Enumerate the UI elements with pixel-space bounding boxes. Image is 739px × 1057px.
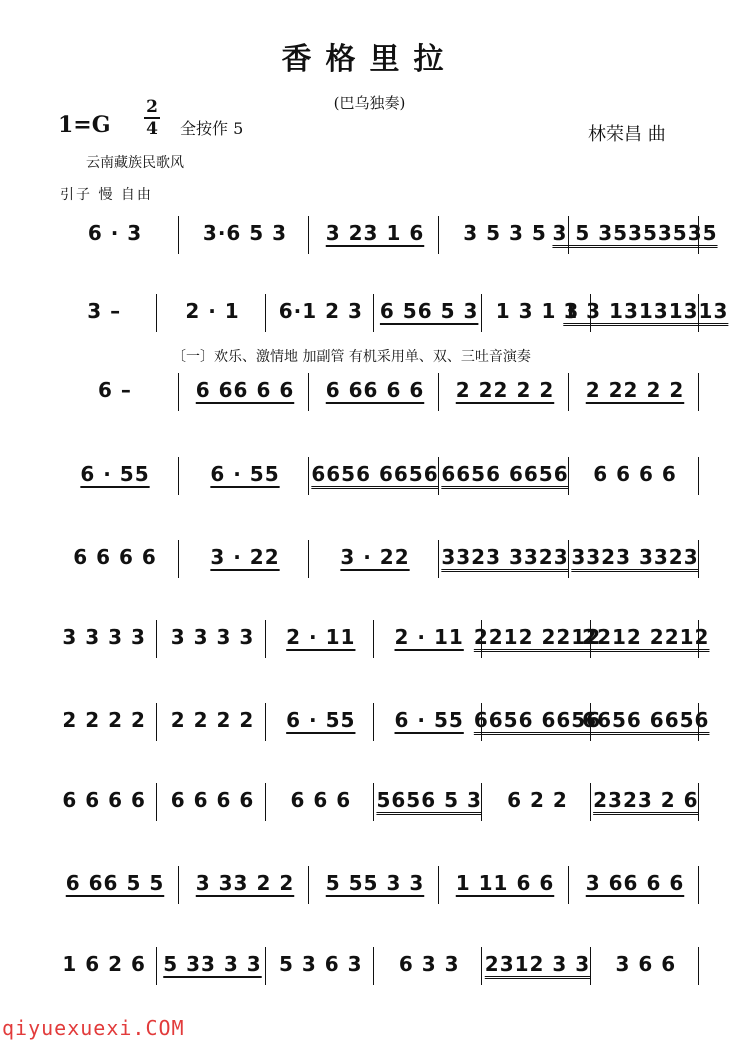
score-row — [50, 620, 710, 660]
measure-notes: 6·1 2 3 — [278, 299, 363, 323]
fingering-note: 全按作 5 — [180, 119, 244, 138]
barline — [698, 216, 699, 254]
measure-notes: 6656 6656 — [582, 708, 710, 732]
key-signature: 1=G — [58, 112, 111, 138]
barline — [156, 947, 157, 985]
measure-notes: 1 11 6 6 — [455, 871, 555, 895]
measure — [570, 870, 700, 900]
measure — [375, 624, 483, 654]
measure-notes: 3 3 3 3 — [62, 625, 146, 649]
measure-notes: 1 3 13131313 — [563, 299, 729, 323]
measure-notes: 6 6 6 6 — [593, 462, 677, 486]
measure-notes: 6 – — [98, 378, 132, 402]
measure-notes: 3323 3323 — [571, 545, 699, 569]
measure — [473, 624, 602, 654]
measure-notes: 3 · 22 — [210, 545, 280, 569]
measure-notes: 2 2 2 2 — [62, 708, 146, 732]
measure — [440, 870, 570, 900]
measure — [158, 298, 266, 328]
measure — [310, 544, 440, 574]
measure-notes: 6 · 55 — [394, 708, 464, 732]
score-row — [50, 294, 729, 334]
measure — [375, 298, 483, 328]
measure-notes: 3 33 2 2 — [195, 871, 295, 895]
time-signature — [142, 98, 162, 138]
measure — [50, 220, 180, 250]
measure-notes: 6 · 3 — [87, 221, 143, 245]
measure-notes: 6 · 55 — [286, 708, 356, 732]
piece-title: 香格里拉 — [281, 42, 458, 77]
barline — [438, 866, 439, 904]
measure — [375, 951, 483, 981]
measure — [267, 624, 375, 654]
barline — [698, 373, 699, 411]
score-row — [50, 373, 700, 413]
measure-notes: 6 66 6 6 — [325, 378, 425, 402]
measure-notes: 2 · 11 — [286, 625, 356, 649]
barline — [568, 866, 569, 904]
measure-notes: 6 6 6 6 — [170, 788, 255, 812]
measure — [483, 787, 591, 817]
measure-notes: 5 3 6 3 — [279, 952, 363, 976]
measure — [570, 544, 700, 574]
measure — [440, 461, 570, 491]
measure-notes: 6 66 6 6 — [195, 378, 295, 402]
measure — [158, 707, 266, 737]
composer-credit: 林荣昌 曲 — [588, 124, 666, 145]
measure-notes: 5 55 3 3 — [325, 871, 425, 895]
measure-notes: 2 22 2 2 — [455, 378, 555, 402]
measure-notes: 6 6 6 — [290, 788, 352, 812]
barline — [438, 216, 439, 254]
measure — [582, 707, 710, 737]
barline — [265, 947, 266, 985]
measure — [50, 707, 158, 737]
measure-notes: 5 33 3 3 — [163, 952, 262, 976]
measure — [440, 544, 570, 574]
measure — [570, 461, 700, 491]
measure — [310, 220, 440, 250]
measure-notes: 6 2 2 — [507, 788, 568, 812]
measure-notes: 6656 6656 — [441, 462, 569, 486]
measure — [592, 787, 700, 817]
measure — [570, 377, 700, 407]
measure — [158, 787, 266, 817]
measure — [375, 707, 483, 737]
measure-notes: 3 3 3 3 — [170, 625, 255, 649]
barline — [265, 703, 266, 741]
site-watermark: qiyuexuexi.COM — [2, 1016, 185, 1040]
barline — [698, 866, 699, 904]
measure — [563, 298, 729, 328]
intro-marking: 引子 慢 自由 — [60, 187, 153, 203]
barline — [590, 783, 591, 821]
barline — [308, 540, 309, 578]
barline — [698, 947, 699, 985]
measure-notes: 2 · 1 — [185, 299, 240, 323]
measure-notes: 6 · 55 — [80, 462, 150, 486]
measure — [310, 461, 440, 491]
measure-notes: 2312 3 3 — [484, 952, 591, 976]
measure — [440, 220, 570, 250]
measure-notes: 6 56 5 3 — [379, 299, 479, 323]
measure — [582, 624, 710, 654]
barline — [308, 216, 309, 254]
barline — [308, 457, 309, 495]
measure-notes: 3·6 5 3 — [202, 221, 288, 245]
measure — [50, 298, 158, 328]
measure-notes: 3 66 6 6 — [585, 871, 685, 895]
barline — [438, 540, 439, 578]
measure — [267, 298, 375, 328]
barline — [568, 457, 569, 495]
measure — [267, 951, 375, 981]
barline — [308, 866, 309, 904]
measure-notes: 3 6 6 — [615, 952, 677, 976]
barline — [373, 703, 374, 741]
score-row — [50, 457, 700, 497]
measure-notes: 2212 2212 — [582, 625, 710, 649]
barline — [265, 620, 266, 658]
barline — [265, 783, 266, 821]
barline — [698, 620, 699, 658]
measure-notes: 6 3 3 — [398, 952, 460, 976]
measure-notes: 2 22 2 2 — [585, 378, 685, 402]
barline — [481, 783, 482, 821]
measure — [180, 870, 310, 900]
score-row — [50, 540, 700, 580]
measure — [180, 544, 310, 574]
measure — [50, 870, 180, 900]
measure-notes: 3 5 35353535 — [552, 221, 718, 245]
score-row — [50, 947, 700, 987]
measure — [552, 220, 718, 250]
score-row — [50, 703, 710, 743]
barline — [568, 373, 569, 411]
barline — [178, 540, 179, 578]
measure — [50, 624, 158, 654]
measure — [440, 377, 570, 407]
measure-notes: 3 · 22 — [340, 545, 410, 569]
measure — [50, 544, 180, 574]
section-marking: 〔一〕欢乐、激情地 加副管 有机采用单、双、三吐音演奏 — [172, 349, 531, 365]
barline — [156, 703, 157, 741]
measure — [180, 377, 310, 407]
measure — [50, 377, 180, 407]
barline — [590, 947, 591, 985]
measure-notes: 3323 3323 — [441, 545, 569, 569]
score-row — [50, 866, 700, 906]
measure — [180, 461, 310, 491]
measure-notes: 2323 2 6 — [593, 788, 699, 812]
measure — [50, 787, 158, 817]
barline — [373, 620, 374, 658]
measure-notes: 3 – — [87, 299, 122, 323]
piece-subtitle: (巴乌独奏) — [333, 94, 406, 112]
barline — [178, 866, 179, 904]
measure — [180, 220, 310, 250]
measure-notes: 6 66 5 5 — [65, 871, 165, 895]
barline — [438, 373, 439, 411]
measure — [310, 377, 440, 407]
barline — [698, 703, 699, 741]
measure-notes: 5656 5 3 — [376, 788, 482, 812]
measure-notes: 2212 2212 — [473, 625, 602, 649]
barline — [438, 457, 439, 495]
barline — [481, 294, 482, 332]
barline — [156, 620, 157, 658]
barline — [698, 783, 699, 821]
measure — [592, 951, 700, 981]
barline — [373, 947, 374, 985]
measure — [473, 707, 602, 737]
barline — [481, 947, 482, 985]
measure — [267, 787, 375, 817]
measure-notes: 6 6 6 6 — [73, 545, 157, 569]
measure — [158, 951, 266, 981]
measure-notes: 1 3 1 3 — [495, 299, 580, 323]
measure — [310, 870, 440, 900]
barline — [178, 373, 179, 411]
barline — [568, 540, 569, 578]
measure — [158, 624, 266, 654]
barline — [373, 783, 374, 821]
score-row — [50, 216, 718, 256]
measure — [483, 951, 591, 981]
measure — [267, 707, 375, 737]
barline — [698, 294, 699, 332]
measure — [50, 951, 158, 981]
barline — [698, 540, 699, 578]
measure-notes: 6656 6656 — [311, 462, 439, 486]
measure-notes: 6 6 6 6 — [62, 788, 146, 812]
measure-notes: 6 · 55 — [210, 462, 280, 486]
meter-top: 2 — [146, 97, 158, 117]
barline — [178, 216, 179, 254]
barline — [265, 294, 266, 332]
measure-notes: 6656 6656 — [473, 708, 602, 732]
barline — [178, 457, 179, 495]
measure — [375, 787, 483, 817]
meter-bottom: 4 — [146, 119, 158, 139]
measure-notes: 2 2 2 2 — [170, 708, 255, 732]
score-row — [50, 783, 700, 823]
measure-notes: 2 · 11 — [394, 625, 464, 649]
measure-notes: 3 5 3 5 — [463, 221, 547, 245]
barline — [156, 783, 157, 821]
barline — [698, 457, 699, 495]
barline — [156, 294, 157, 332]
barline — [373, 294, 374, 332]
style-note: 云南藏族民歌风 — [86, 155, 184, 171]
barline — [308, 373, 309, 411]
measure-notes: 1 6 2 6 — [62, 952, 146, 976]
measure-notes: 3 23 1 6 — [325, 221, 425, 245]
measure — [50, 461, 180, 491]
